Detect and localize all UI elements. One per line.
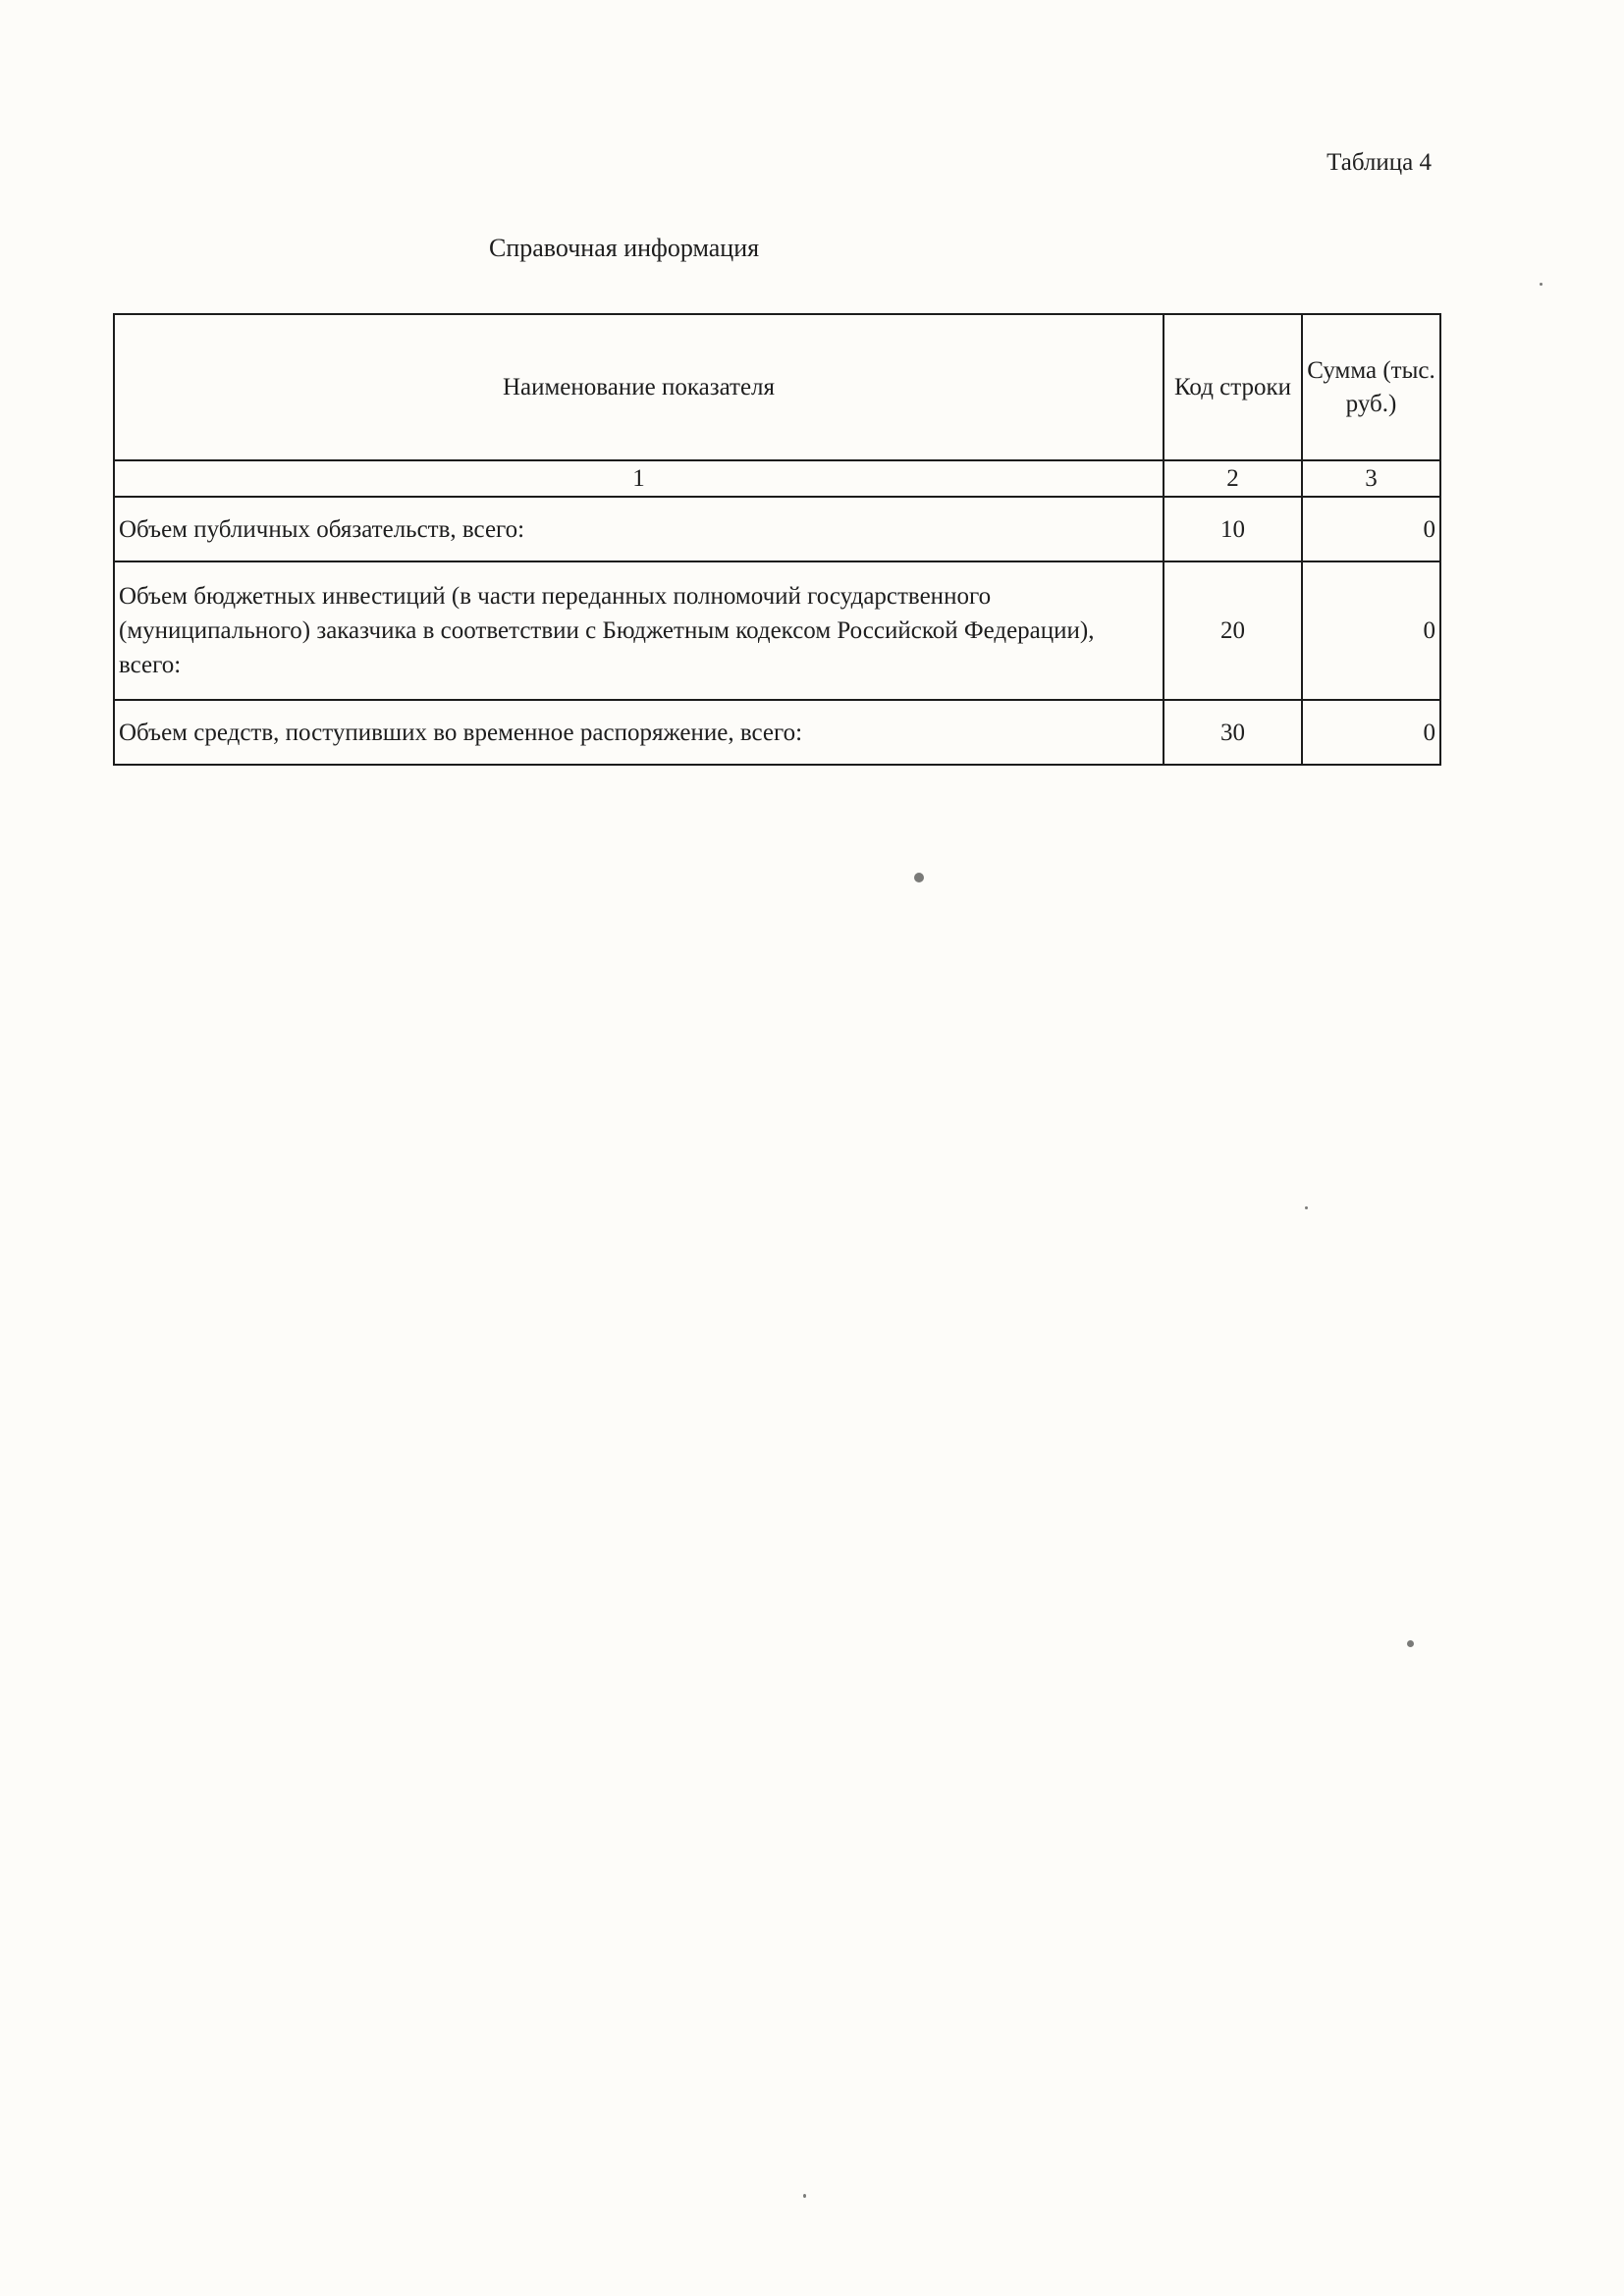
table-header-row (114, 314, 1440, 460)
column-header-line-code: Код строки (1164, 314, 1302, 460)
scan-speck (1305, 1206, 1308, 1209)
column-number: 3 (1302, 460, 1440, 497)
indicator-name-cell: Объем публичных обязательств, всего: (114, 497, 1164, 561)
table-number-label: Таблица 4 (1326, 149, 1432, 176)
line-code-cell: 10 (1164, 497, 1302, 561)
column-number-row (114, 460, 1440, 497)
table-row (114, 497, 1440, 561)
indicator-name-cell: Объем средств, поступивших во временное распоряжение, всего: (114, 700, 1164, 765)
scan-speck (1407, 1640, 1414, 1647)
line-code-cell: 30 (1164, 700, 1302, 765)
reference-info-table (113, 313, 1441, 766)
column-number: 2 (1164, 460, 1302, 497)
table-row (114, 700, 1440, 765)
scan-speck (803, 2194, 806, 2198)
amount-cell: 0 (1302, 497, 1440, 561)
scan-speck (1540, 283, 1543, 286)
column-header-amount: Сумма (тыс. руб.) (1302, 314, 1440, 460)
amount-cell: 0 (1302, 561, 1440, 700)
column-number: 1 (114, 460, 1164, 497)
table-row (114, 561, 1440, 700)
indicator-name-cell: Объем бюджетных инвестиций (в части переданных полномочий государственного (муниципального) заказчика в соответствии с Бюджетным кодексом Российской Федерации), всего: (114, 561, 1164, 700)
column-header-indicator-name: Наименование показателя (114, 314, 1164, 460)
amount-cell: 0 (1302, 700, 1440, 765)
scan-speck (914, 873, 924, 882)
line-code-cell: 20 (1164, 561, 1302, 700)
document-title: Справочная информация (489, 234, 760, 262)
